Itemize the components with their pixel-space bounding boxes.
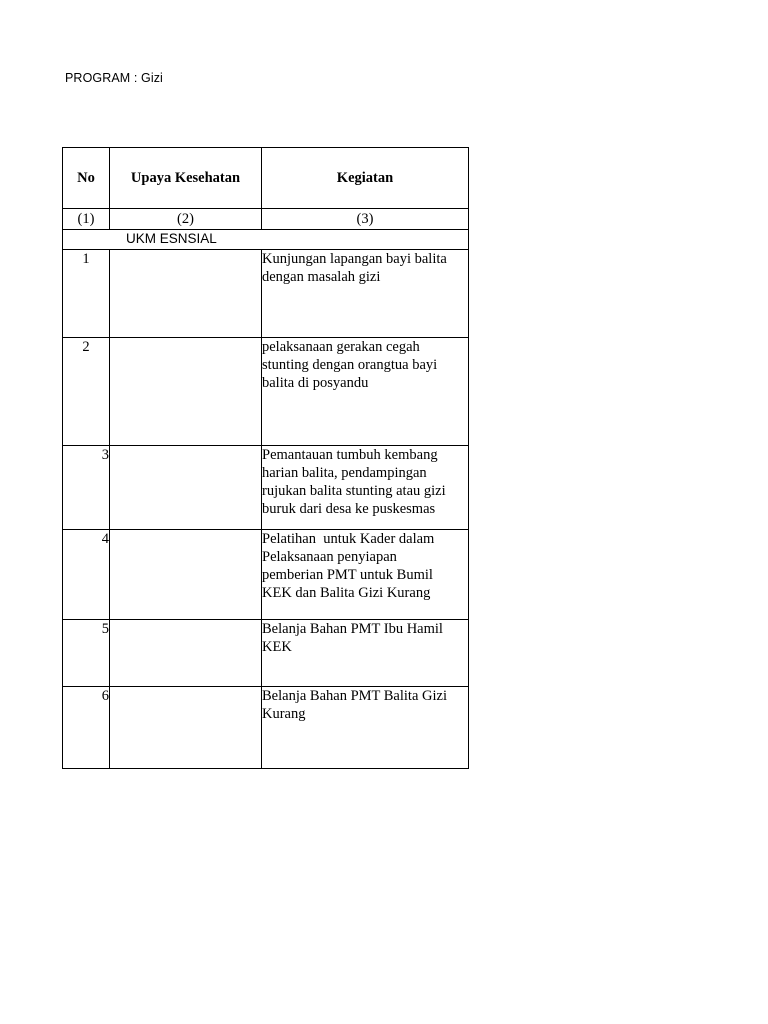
- row-upaya-cell: [110, 687, 262, 769]
- row-kegiatan-cell: [262, 338, 469, 446]
- row-upaya-cell: [110, 250, 262, 338]
- kegiatan-line: Belanja Bahan PMT Ibu Hamil: [262, 621, 443, 637]
- column-index-1: (1): [63, 209, 110, 230]
- table-row: [63, 530, 469, 620]
- kegiatan-line: rujukan balita stunting atau gizi: [262, 483, 446, 499]
- section-row: [63, 230, 469, 250]
- row-upaya-cell: [110, 446, 262, 530]
- kegiatan-line: Pelatihan untuk Kader dalam: [262, 531, 435, 547]
- kegiatan-line: balita di posyandu: [262, 375, 369, 391]
- kegiatan-line: KEK: [262, 639, 292, 655]
- kegiatan-line: Pemantauan tumbuh kembang: [262, 447, 438, 463]
- kegiatan-line: pemberian PMT untuk Bumil: [262, 567, 433, 583]
- column-index-3: (3): [262, 209, 469, 230]
- column-index-2: (2): [110, 209, 262, 230]
- kegiatan-line: KEK dan Balita Gizi Kurang: [262, 585, 431, 601]
- kegiatan-line: Kurang: [262, 706, 306, 722]
- kegiatan-line: buruk dari desa ke puskesmas: [262, 501, 436, 517]
- row-kegiatan-cell: [262, 250, 469, 338]
- row-kegiatan-cell: [262, 530, 469, 620]
- kegiatan-line: pelaksanaan gerakan cegah: [262, 339, 420, 355]
- kegiatan-line: Belanja Bahan PMT Balita Gizi: [262, 688, 447, 704]
- row-number: 5: [63, 620, 110, 687]
- program-title: PROGRAM : Gizi: [65, 71, 163, 85]
- header-no: No: [63, 148, 110, 209]
- kegiatan-line: Pelaksanaan penyiapan: [262, 549, 397, 565]
- row-kegiatan-cell: [262, 446, 469, 530]
- table-row: [63, 687, 469, 769]
- header-upaya-kesehatan: Upaya Kesehatan: [110, 148, 262, 209]
- section-cell: [63, 230, 469, 250]
- table-row: [63, 250, 469, 338]
- row-upaya-cell: [110, 530, 262, 620]
- table-row: [63, 620, 469, 687]
- kegiatan-line: stunting dengan orangtua bayi: [262, 357, 438, 373]
- row-number: 4: [63, 530, 110, 620]
- kegiatan-line: dengan masalah gizi: [262, 269, 381, 285]
- row-number: 1: [63, 250, 110, 338]
- table-row: [63, 338, 469, 446]
- activity-table: [62, 147, 469, 769]
- row-kegiatan-cell: [262, 620, 469, 687]
- row-upaya-cell: [110, 338, 262, 446]
- table-header-row: [63, 148, 469, 209]
- kegiatan-line: Kunjungan lapangan bayi balita: [262, 251, 447, 267]
- row-number: 6: [63, 687, 110, 769]
- row-kegiatan-cell: [262, 687, 469, 769]
- row-number: 3: [63, 446, 110, 530]
- row-number: 2: [63, 338, 110, 446]
- header-kegiatan: Kegiatan: [262, 148, 469, 209]
- row-upaya-cell: [110, 620, 262, 687]
- table-row: [63, 446, 469, 530]
- section-label: UKM ESNSIAL: [126, 231, 217, 246]
- kegiatan-line: harian balita, pendampingan: [262, 465, 427, 481]
- column-index-row: [63, 209, 469, 230]
